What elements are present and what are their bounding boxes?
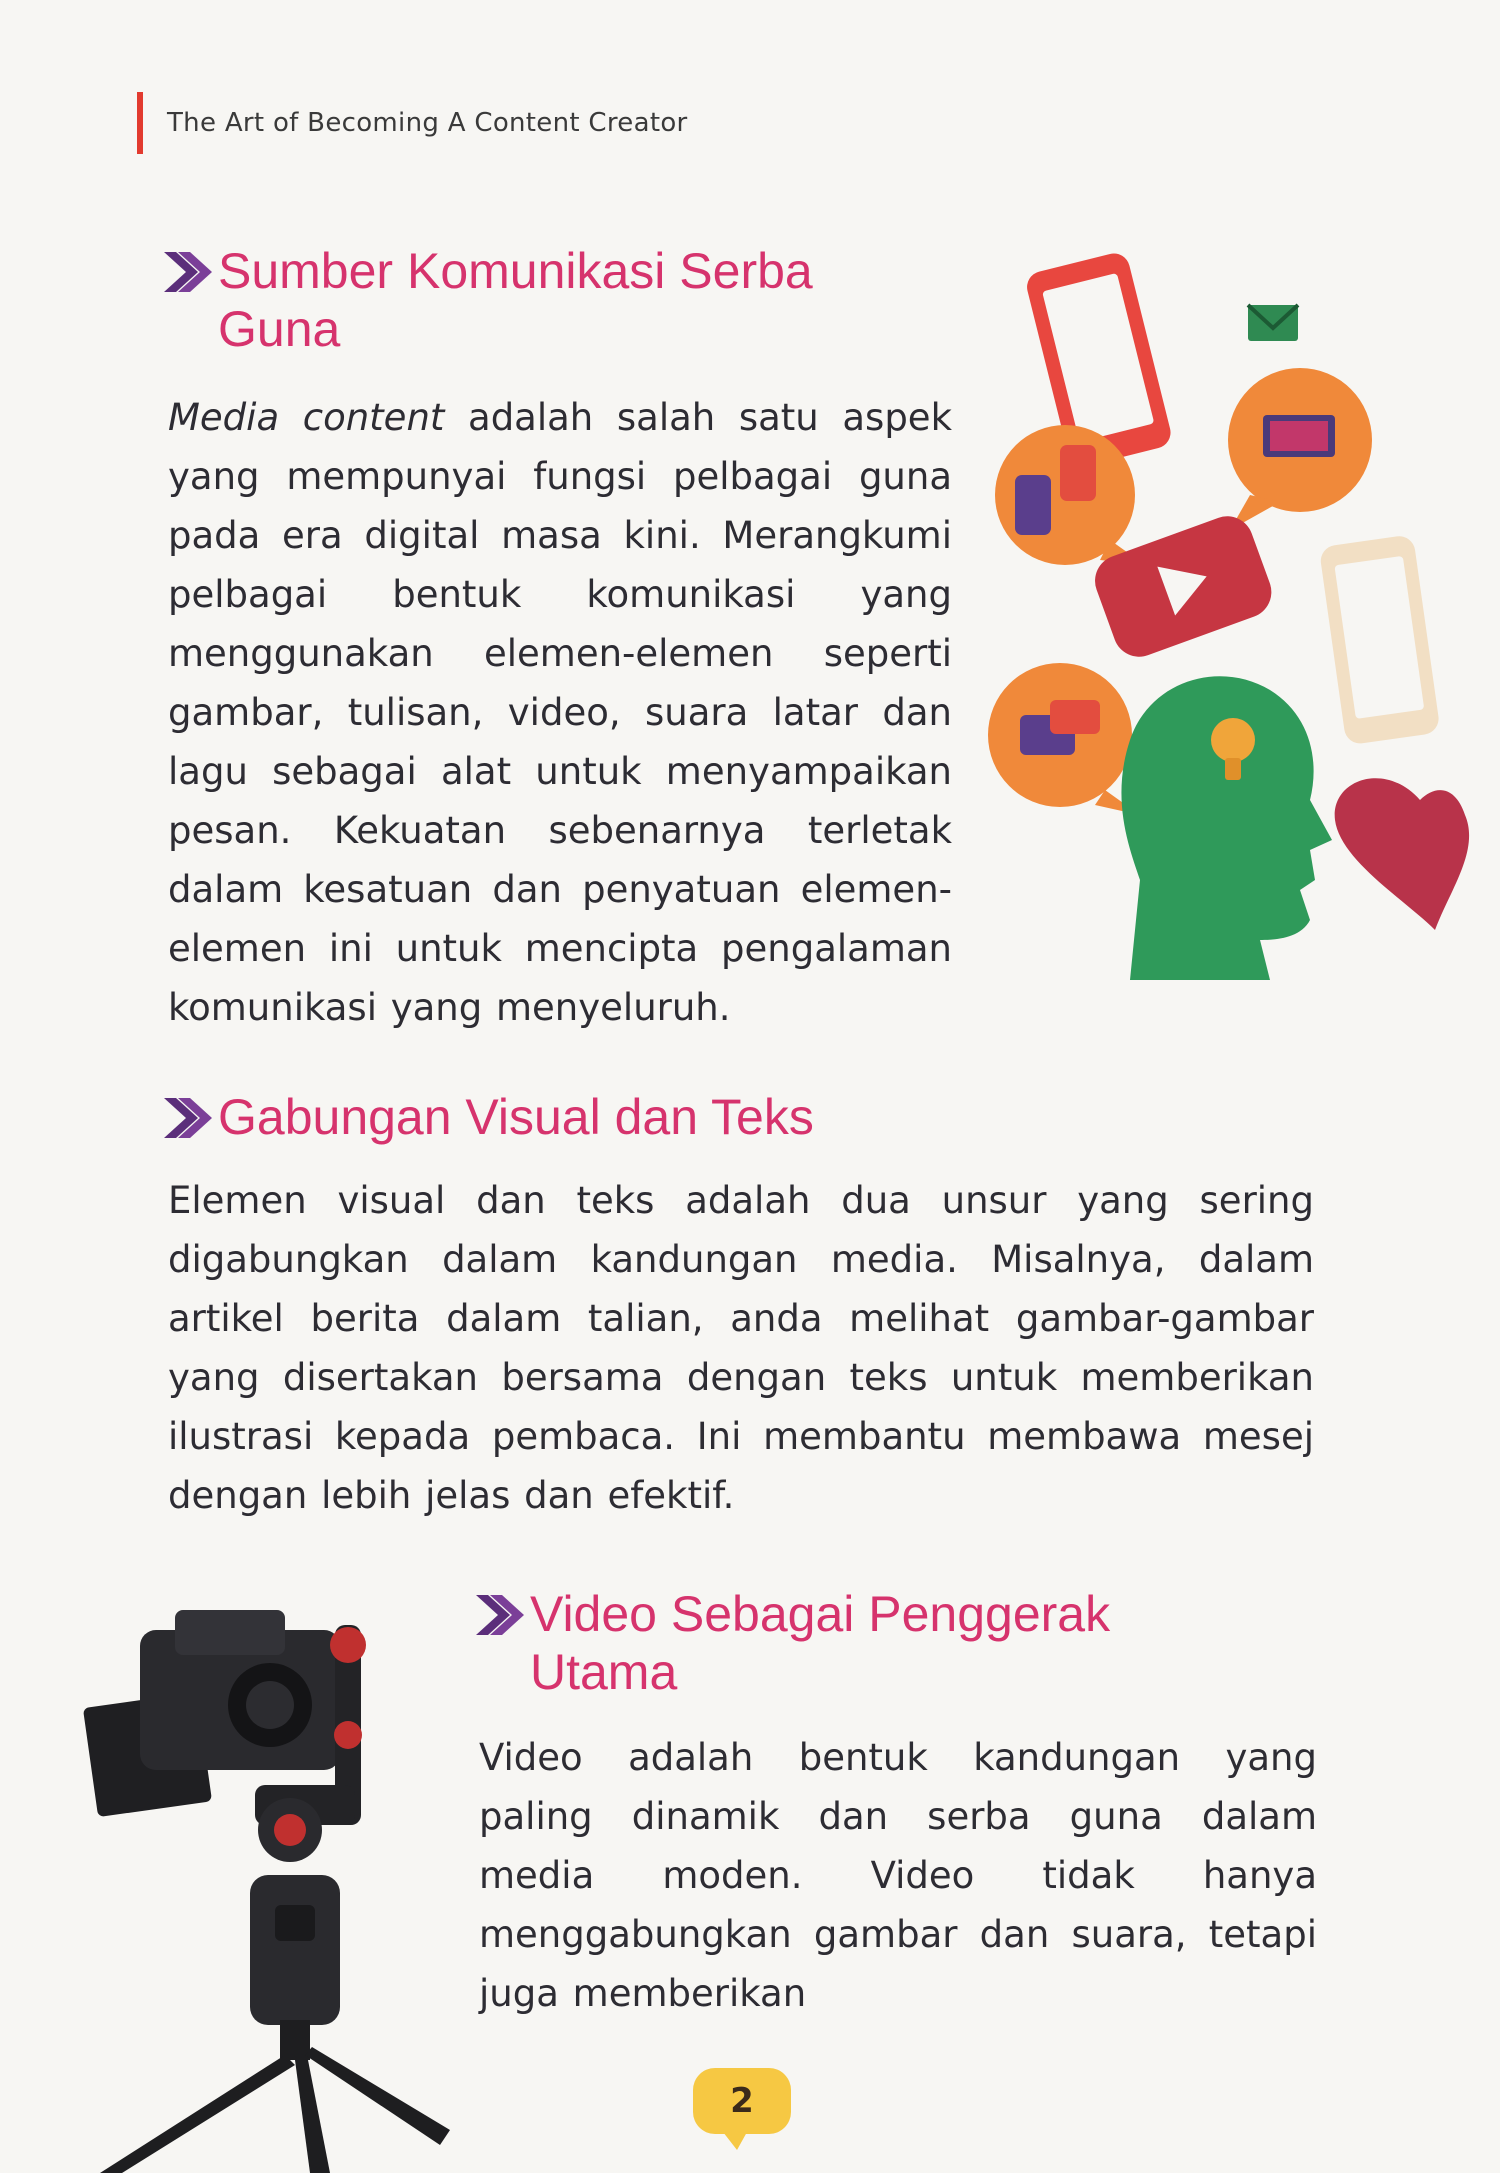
camera-gimbal-icon (83, 1610, 450, 2173)
heart-icon (1335, 778, 1469, 930)
mail-icon (1248, 305, 1298, 341)
smartphone-icon (1319, 534, 1441, 745)
chevron-right-icon (164, 1096, 214, 1140)
camera-gimbal-illustration (80, 1585, 480, 2173)
book-icon (1228, 368, 1372, 530)
section-heading-2 (164, 1088, 1124, 1146)
section-heading-3-text: Video Sebagai Penggerak Utama (530, 1586, 1111, 1700)
chevron-right-icon (476, 1593, 526, 1637)
section-heading-1 (164, 242, 924, 358)
section-1-paragraph (168, 388, 952, 1037)
running-header (137, 92, 688, 154)
section-3-paragraph: Video adalah bentuk kandungan yang paling dinamik dan serba guna dalam media moden. Video tidak hanya menggabungkan gambar dan suara, tetapi juga memberikan (479, 1736, 1317, 2015)
running-title: The Art of Becoming A Content Creator (167, 108, 688, 138)
social-media-illustration (980, 240, 1470, 980)
section-heading-1-text: Sumber Komunikasi Serba Guna (218, 243, 813, 357)
chat-bubble-icon (988, 663, 1140, 815)
page-number: 2 (730, 2081, 754, 2121)
section-heading-2-text: Gabungan Visual dan Teks (218, 1089, 814, 1145)
section-1-lead-term: Media content (168, 396, 445, 439)
page-number-badge (693, 2068, 791, 2134)
section-1-body: adalah salah satu aspek yang mempunyai fungsi pelbagai guna pada era digital masa kini. Merangkumi pelbagai bentuk komunikasi yang menggunakan elemen-elemen seperti gambar, tulisan, video, suara latar dan lagu sebagai alat untuk menyampaikan pesan. Kekuatan sebenarnya terletak dalam kesatuan dan penyatuan elemen-elemen ini untuk mencipta pengalaman komunikasi yang menyeluruh. (168, 396, 953, 1029)
section-heading-3 (476, 1585, 1236, 1701)
section-2-paragraph: Elemen visual dan teks adalah dua unsur yang sering digabungkan dalam kandungan media. Misalnya, dalam artikel berita dalam talian, anda melihat gambar-gambar yang disertakan bersama dengan teks untuk memberikan ilustrasi kepada pembaca. Ini membantu membawa mesej dengan lebih jelas dan efektif. (168, 1179, 1314, 1517)
header-accent-bar (137, 92, 143, 154)
chevron-right-icon (164, 250, 214, 294)
